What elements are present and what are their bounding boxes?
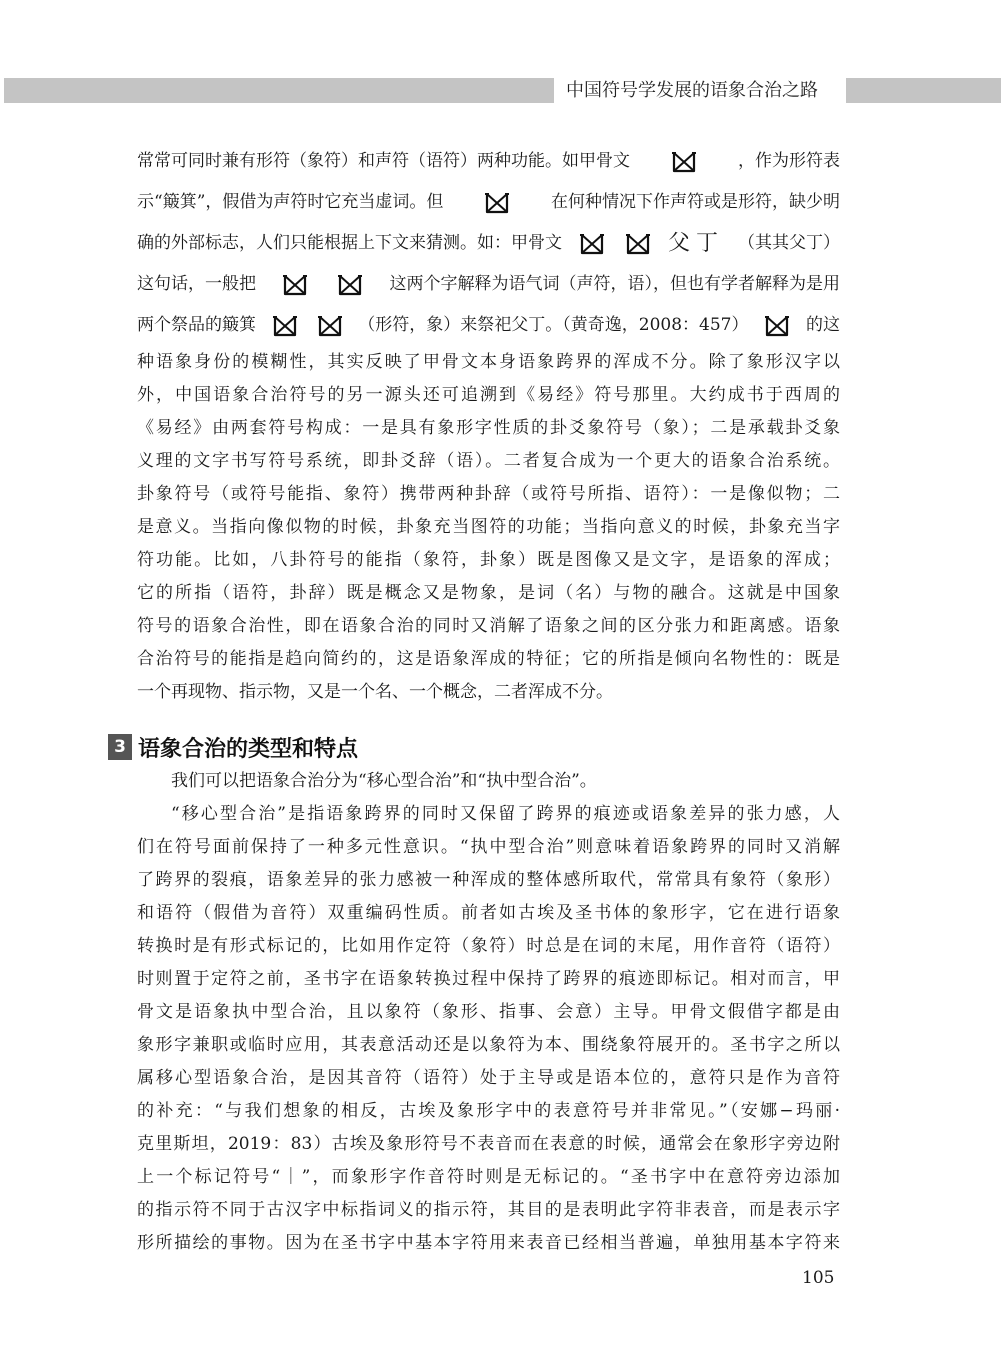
oracle-basket-glyph-icon (484, 191, 510, 215)
oracle-basket-glyph-icon (282, 273, 308, 297)
oracle-basket-glyph-icon (625, 232, 651, 256)
text-line: 义理的文字书写符号系统，即卦爻辞（语）。二者复合成为一个更大的语象合治系统。 (137, 451, 840, 471)
text-line (137, 264, 840, 305)
oracle-basket-glyph-icon (337, 273, 363, 297)
header-bar-right (846, 78, 1001, 103)
text-span: 常常可同时兼有形符（象符）和声符（语符）两种功能。如甲骨文 (137, 151, 630, 171)
oracle-basket-glyph-icon (317, 314, 343, 338)
text-line: 符号的语象合治性，即在语象合治的同时又消解了语象之间的区分张力和距离感。语象 (137, 616, 840, 636)
text-line: 《易经》由两套符号构成：一是具有象形字性质的卦爻象符号（象）；二是承载卦爻象 (137, 418, 840, 438)
text-line: 的指示符不同于古汉字中标指词义的指示符，其目的是表明此字符非表音，而是表示字 (137, 1200, 840, 1220)
section-heading (108, 732, 358, 762)
text-line (137, 305, 840, 346)
text-span: （形符，象）来祭祀父丁。（黄奇逸，2008：457） (358, 315, 749, 335)
text-line (137, 182, 840, 223)
text-line: 的补充：“与我们想象的相反，古埃及象形字中的表意符号并非常见。”（安娜−玛丽· (137, 1101, 840, 1121)
oracle-basket-glyph-icon (272, 314, 298, 338)
text-span: 在何种情况下作声符或是形符，缺少明 (550, 192, 840, 212)
running-header (0, 78, 1003, 103)
paragraph-1-glyph-lines (137, 141, 840, 346)
text-line: 克里斯坦，2019：83）古埃及象形符号不表音而在表意的时候，通常会在象形字旁边附 (137, 1134, 840, 1154)
text-line: 种语象身份的模糊性，其实反映了甲骨文本身语象跨界的浑成不分。除了象形汉字以 (137, 352, 840, 372)
oracle-basket-glyph-icon (671, 150, 697, 174)
paragraph-3 (137, 798, 840, 1260)
text-span: 确的外部标志，人们只能根据上下文来猜测。如：甲骨文 (137, 233, 562, 253)
text-line: 们在符号面前保持了一种多元性意识。“执中型合治”则意味着语象跨界的同时又消解 (137, 837, 840, 857)
section-number-badge: 3 (108, 734, 132, 760)
text-line: 外，中国语象合治符号的另一源头还可追溯到《易经》符号那里。大约成书于西周的 (137, 385, 840, 405)
text-line: 转换时是有形式标记的，比如用作定符（象符）时总是在词的末尾，用作音符（语符） (137, 936, 840, 956)
text-line: “移心型合治”是指语象跨界的同时又保留了跨界的痕迹或语象差异的张力感，人 (171, 804, 840, 824)
text-line: 上一个标记符号“｜”，而象形字作音符时则是无标记的。“圣书字中在意符旁边添加 (137, 1167, 840, 1187)
oracle-basket-glyph-icon (764, 314, 790, 338)
text-line: 象形字兼职或临时应用，其表意活动还是以象符为本、围绕象符展开的。圣书字之所以 (137, 1035, 840, 1055)
oracle-basket-glyph-icon (579, 232, 605, 256)
text-line: 形所描绘的事物。因为在圣书字中基本字符用来表音已经相当普遍，单独用基本字符来 (137, 1233, 840, 1253)
oracle-fu-ding-glyphs: 父丁 (667, 231, 724, 256)
text-span: 示“簸箕”，假借为声符时它充当虚词。但 (137, 192, 444, 212)
text-span: 两个祭品的簸箕 (137, 315, 256, 335)
paragraph-2 (137, 765, 840, 798)
text-line: 属移心型语象合治，是因其音符（语符）处于主导或是语本位的，意符只是作为音符 (137, 1068, 840, 1088)
text-line: 骨文是语象执中型合治，且以象符（象形、指事、会意）主导。甲骨文假借字都是由 (137, 1002, 840, 1022)
text-span: （其其父丁） (737, 233, 840, 253)
text-line: 时则置于定符之前，圣书字在语象转换过程中保持了跨界的痕迹即标记。相对而言，甲 (137, 969, 840, 989)
page-number: 105 (802, 1268, 835, 1288)
text-span: 这两个字解释为语气词（声符，语），但也有学者解释为是用 (389, 274, 840, 294)
text-line (137, 141, 840, 182)
header-bar-left (4, 78, 554, 103)
text-line: 是意义。当指向像似物的时候，卦象充当图符的功能；当指向意义的时候，卦象充当字 (137, 517, 840, 537)
section-title: 语象合治的类型和特点 (138, 736, 359, 762)
text-line (137, 223, 840, 264)
text-line: 它的所指（语符，卦辞）既是概念又是物象，是词（名）与物的融合。这就是中国象 (137, 583, 840, 603)
text-line: 和语符（假借为音符）双重编码性质。前者如古埃及圣书体的象形字，它在进行语象 (137, 903, 840, 923)
text-line: 了跨界的裂痕，语象差异的张力感被一种浑成的整体感所取代，常常具有象符（象形） (137, 870, 840, 890)
text-line: 一个再现物、指示物，又是一个名、一个概念，二者浑成不分。 (137, 682, 613, 702)
text-line: 合治符号的能指是趋向简约的，这是语象浑成的特征；它的所指是倾向名物性的：既是 (137, 649, 840, 669)
text-line: 卦象符号（或符号能指、象符）携带两种卦辞（或符号所指、语符）：一是像似物；二 (137, 484, 840, 504)
text-line: 符功能。比如，八卦符号的能指（象符，卦象）既是图像又是文字，是语象的浑成； (137, 550, 840, 570)
text-span: ，作为形符表 (738, 151, 840, 171)
text-line: 我们可以把语象合治分为“移心型合治”和“执中型合治”。 (171, 771, 597, 791)
text-span: 的这 (805, 315, 840, 335)
paragraph-1 (137, 346, 840, 709)
running-header-title: 中国符号学发展的语象合治之路 (566, 80, 818, 101)
text-span: 这句话，一般把 (137, 274, 256, 294)
